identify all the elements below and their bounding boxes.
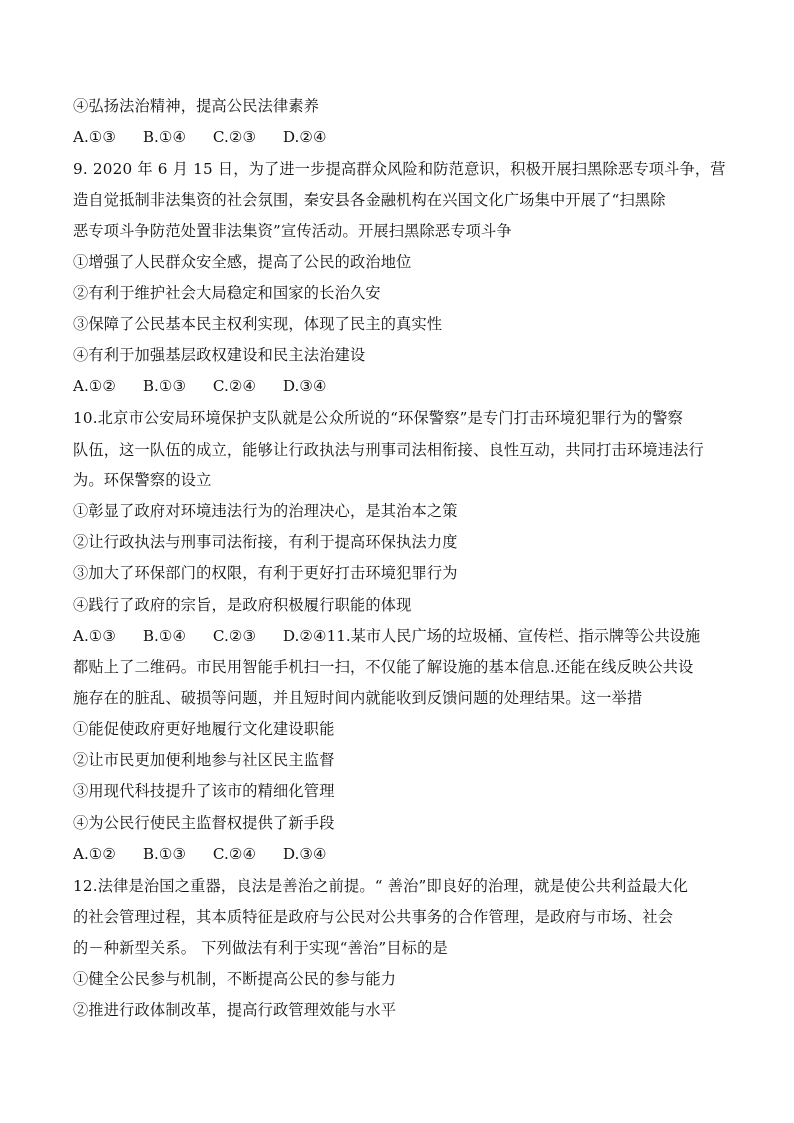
q11-item-3: ③用现代科技提升了该市的精细化管理 <box>73 782 335 800</box>
q10-option-d: D.②④ <box>282 627 327 645</box>
q9-option-d: D.③④ <box>282 377 327 395</box>
q11-item-4: ④为公民行使民主监督权提供了新手段 <box>73 814 335 832</box>
q12-stem-line-2: 的社会管理过程，其本质特征是政府与公民对公共事务的合作管理，是政府与市场、社会 <box>73 908 674 926</box>
q9-stem-line-3: 恶专项斗争防范处置非法集资”宣传活动。开展扫黑除恶专项斗争 <box>73 222 512 240</box>
q11-option-b: B.①③ <box>142 845 187 863</box>
q10-stem-line-2: 队伍，这一队伍的成立，能够让行政执法与刑事司法相衔接、良性互动，共同打击环境违法行 <box>73 441 704 459</box>
q8-option-a: A.①③ <box>73 128 117 146</box>
q11-stem-line-2: 都贴上了二维码。市民用智能手机扫一扫，不仅能了解设施的基本信息.还能在线反映公共设 <box>73 658 694 676</box>
q11-option-c: C.②④ <box>212 845 257 863</box>
q12-item-1: ①健全公民参与机制，不断提高公民的参与能力 <box>73 970 397 988</box>
q9-options <box>73 376 349 396</box>
q8-option-b: B.①④ <box>142 128 187 146</box>
q8-option-d: D.②④ <box>282 128 327 146</box>
q10-stem-line-3: 为。环保警察的设立 <box>73 471 212 489</box>
q9-item-2: ②有利于维护社会大局稳定和国家的长治久安 <box>73 284 381 302</box>
q12-stem-line-3: 的－种新型关系。 下列做法有利于实现“善治”目标的是 <box>73 939 448 957</box>
q11-option-a: A.①② <box>73 845 117 863</box>
q10-item-1: ①彰显了政府对环境违法行为的治理决心，是其治本之策 <box>73 502 458 520</box>
q10-item-4: ④践行了政府的宗旨，是政府积极履行职能的体现 <box>73 596 412 614</box>
q10-item-3: ③加大了环保部门的权限，有利于更好打击环境犯罪行为 <box>73 564 458 582</box>
q11-stem-line-3: 施存在的脏乱、破损等问题，并且短时间内就能收到反馈问题的处理结果。这一举措 <box>73 689 643 707</box>
q9-item-1: ①增强了人民群众安全感，提高了公民的政治地位 <box>73 253 412 271</box>
q12-item-2: ②推进行政体制改革，提高行政管理效能与水平 <box>73 1001 397 1019</box>
q9-item-4: ④有利于加强基层政权建设和民主法治建设 <box>73 346 366 364</box>
q11-item-2: ②让市民更加便利地参与社区民主监督 <box>73 751 335 769</box>
q10-option-c: C.②③ <box>212 627 257 645</box>
q8-options <box>73 127 349 147</box>
q12-stem-line-1: 12.法律是治国之重器，良法是善治之前提。“ 善治”即良好的治理，就是使公共利益最大化 <box>73 877 689 895</box>
q9-item-3: ③保障了公民基本民主权利实现，体现了民主的真实性 <box>73 315 443 333</box>
q9-option-a: A.①② <box>73 377 117 395</box>
q9-option-c: C.②④ <box>212 377 257 395</box>
q8-item-4: ④弘扬法治精神，提高公民法律素养 <box>73 97 320 115</box>
q9-stem-line-2: 造自觉抵制非法集资的社会氛围，秦安县各金融机构在兴国文化广场集中开展了“扫黑除 <box>73 191 666 209</box>
q10-option-a: A.①③ <box>73 627 117 645</box>
q11-item-1: ①能促使政府更好地履行文化建设职能 <box>73 720 335 738</box>
q9-stem-line-1: 9. 2020 年 6 月 15 日，为了进一步提高群众风险和防范意识，积极开展扫黑除恶专项斗争，营 <box>73 160 726 178</box>
q10-item-2: ②让行政执法与刑事司法衔接，有利于提高环保执法力度 <box>73 533 458 551</box>
q10-stem-line-1: 10.北京市公安局环境保护支队就是公众所说的“环保警察”是专门打击环境犯罪行为的警察 <box>73 409 684 427</box>
q11-option-d: D.③④ <box>282 845 327 863</box>
q10-options <box>73 626 700 646</box>
q11-stem-line-1: 11.某市人民广场的垃圾桶、宣传栏、指示牌等公共设施 <box>326 627 701 645</box>
q8-option-c: C.②③ <box>212 128 257 146</box>
q10-option-b: B.①④ <box>142 627 187 645</box>
q9-option-b: B.①③ <box>142 377 187 395</box>
q11-options <box>73 844 349 864</box>
